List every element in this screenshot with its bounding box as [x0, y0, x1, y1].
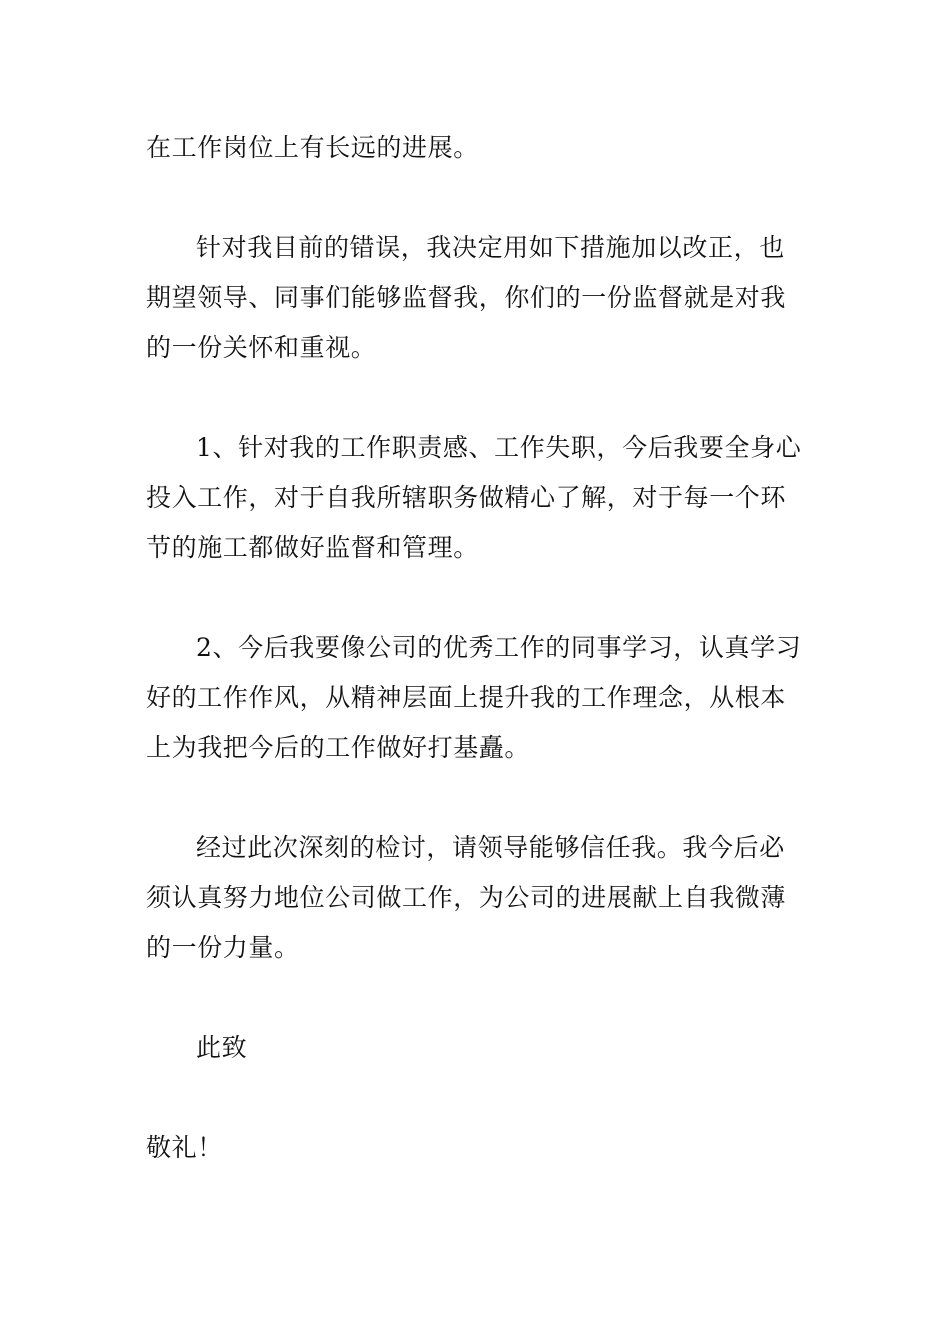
paragraph-5-line-2: 须认真努力地位公司做工作，为公司的进展献上自我微薄 [146, 883, 787, 912]
paragraph-3-line-2: 投入工作，对于自我所辖职务做精心了解，对于每一个环 [146, 483, 787, 512]
paragraph-continuation-line: 在工作岗位上有长远的进展。 [146, 133, 479, 162]
closing-regards: 敬礼！ [146, 1133, 223, 1162]
paragraph-2-line-3: 的一份关怀和重视。 [146, 333, 377, 362]
paragraph-3-line-3: 节的施工都做好监督和管理。 [146, 533, 479, 562]
paragraph-4-line-1: 2、今后我要像公司的优秀工作的同事学习，认真学习 [196, 633, 802, 662]
closing-salutation: 此致 [196, 1033, 248, 1062]
paragraph-5-line-3: 的一份力量。 [146, 933, 300, 962]
paragraph-2-line-2: 期望领导、同事们能够监督我，你们的一份监督就是对我 [146, 283, 787, 312]
paragraph-4-line-2: 好的工作作风，从精神层面上提升我的工作理念，从根本 [146, 683, 787, 712]
paragraph-5-line-1: 经过此次深刻的检讨，请领导能够信任我。我今后必 [196, 833, 785, 862]
paragraph-2-line-1: 针对我目前的错误，我决定用如下措施加以改正，也 [196, 233, 785, 262]
paragraph-3-line-1: 1、针对我的工作职责感、工作失职，今后我要全身心 [196, 433, 802, 462]
paragraph-4-line-3: 上为我把今后的工作做好打基矗。 [146, 733, 531, 762]
